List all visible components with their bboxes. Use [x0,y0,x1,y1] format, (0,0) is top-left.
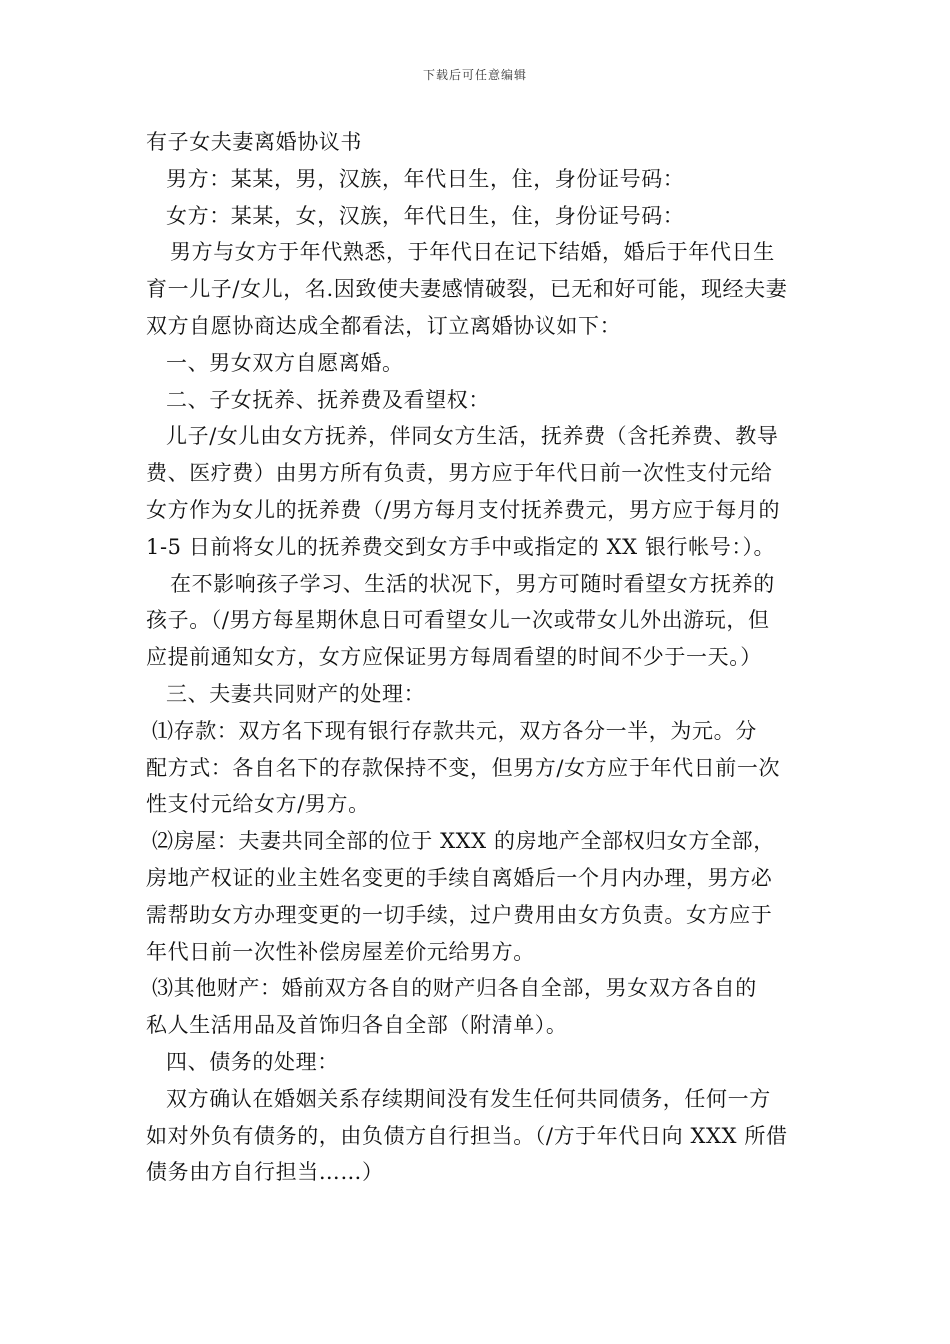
document-line: 育一儿子/女儿，名.因致使夫妻感情破裂，已无和好可能，现经夫妻 [146,277,788,302]
document-line: 房地产权证的业主姓名变更的手续自离婚后一个月内办理，男方必 [146,865,773,890]
document-title: 有子女夫妻离婚协议书 [146,130,362,154]
document-line: 女方：某某，女，汉族，年代日生，住，身份证号码： [166,203,685,228]
document-body [146,124,810,1191]
document-line: 应提前通知女方，女方应保证男方每周看望的时间不少于一天。） [146,645,762,670]
document-line: 男方与女方于年代熟悉，于年代日在记下结婚，婚后于年代日生 [170,240,775,265]
document-line: 双方自愿协商达成全都看法，订立离婚协议如下： [146,313,622,338]
document-line: 费、医疗费）由男方所有负责，男方应于年代日前一次性支付元给 [146,461,773,486]
document-line: 一、男女双方自愿离婚。 [166,350,404,375]
document-line: 私人生活用品及首饰归各自全部（附清单）。 [146,1013,568,1038]
page-header-note: 下载后可任意编辑 [422,68,527,82]
document-line: 年代日前一次性补偿房屋差价元给男方。 [146,939,535,964]
document-line: 双方确认在婚姻关系存续期间没有发生任何共同债务，任何一方 [166,1086,771,1111]
document-line: 配方式：各自名下的存款保持不变，但男方/女方应于年代日前一次 [146,755,781,780]
document-line: 1-5 日前将女儿的抚养费交到女方手中或指定的 XX 银行帐号：）。 [146,534,776,559]
document-line: 如对外负有债务的，由负债方自行担当。（/方于年代日向 XXX 所借 [146,1123,788,1148]
document-line: 孩子。（/男方每星期休息日可看望女儿一次或带女儿外出游玩，但 [146,608,770,633]
document-line: 债务由方自行担当……） [146,1160,384,1185]
document-line: 男方：某某，男，汉族，年代日生，住，身份证号码： [166,166,685,191]
document-line: 二、子女抚养、抚养费及看望权： [166,387,490,412]
document-line: ⑶其他财产：婚前双方各自的财产归各自全部，男女双方各自的 [152,976,757,1001]
document-line: 儿子/女儿由女方抚养，伴同女方生活，抚养费（含托养费、教导 [166,424,779,449]
document-line: 四、债务的处理： [166,1049,339,1074]
document-line: 需帮助女方办理变更的一切手续，过户费用由女方负责。女方应于 [146,902,773,927]
document-line: ⑴存款：双方名下现有银行存款共元，双方各分一半，为元。分 [152,718,757,743]
document-line: 三、夫妻共同财产的处理： [166,681,426,706]
document-line: 性支付元给女方/男方。 [146,792,370,817]
document-line: 在不影响孩子学习、生活的状况下，男方可随时看望女方抚养的 [170,571,775,596]
document-line: ⑵房屋：夫妻共同全部的位于 XXX 的房地产全部权归女方全部， [152,829,775,854]
document-line: 女方作为女儿的抚养费（/男方每月支付抚养费元，男方应于每月的 [146,497,781,522]
